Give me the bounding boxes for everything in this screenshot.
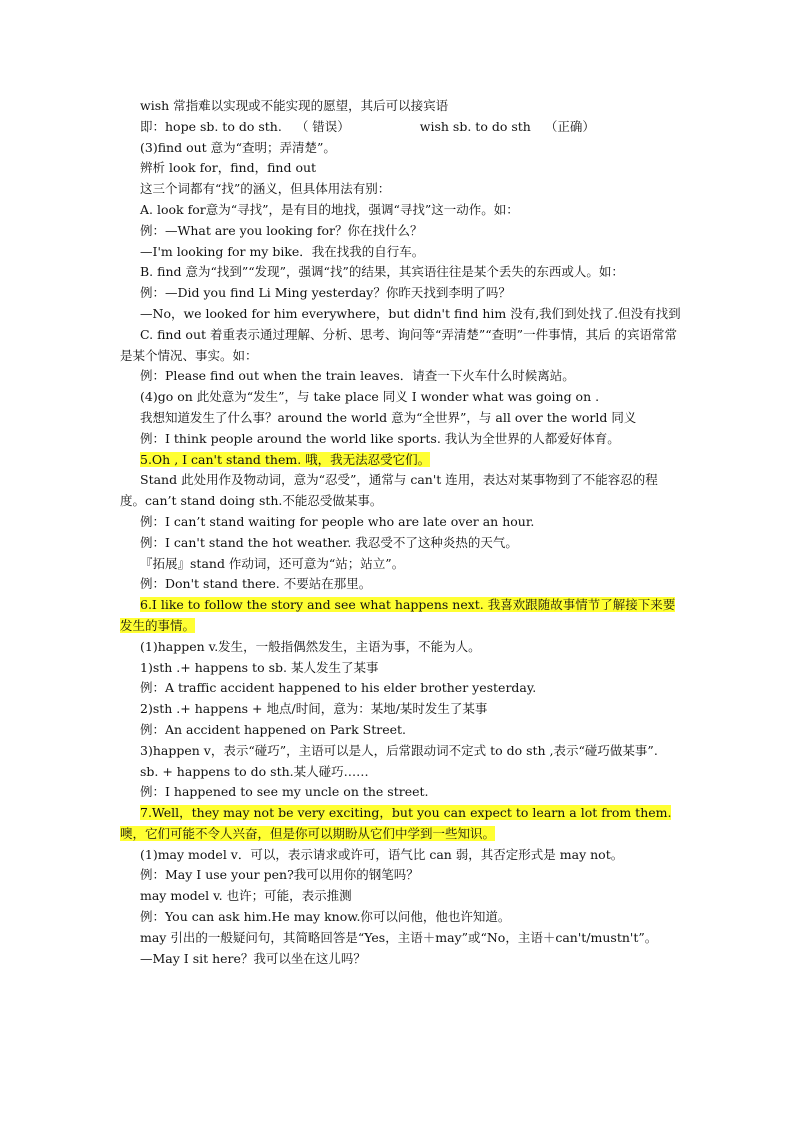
text-line: 这三个词都有“找”的涵义，但具体用法有别： [140, 181, 391, 197]
document-page [120, 96, 680, 969]
text-segment: 即：hope sb. to do sth. [140, 118, 282, 134]
text-line: 2)sth .+ happens + 地点/时间，意为：某地/某时发生了某事 [140, 701, 488, 717]
text-line: 例：An accident happened on Park Street. [140, 721, 407, 737]
text-line: 例：You can ask him.He may know.你可以问他，他也许知道。 [140, 909, 511, 925]
text-line: wish 常指难以实现或不能实现的愿望，其后可以接宾语 [140, 98, 449, 113]
text-paragraph: C. find out 着重表示通过理解、分析、思考、询问等“弄清楚”“查明”一件事情，其后 的宾语常常是某个情况、事实。如： [120, 326, 678, 363]
text-segment: （ 错误） [295, 118, 350, 134]
text-line: 1)sth .+ happens to sb. 某人发生了某事 [140, 659, 379, 675]
text-line: 例：—Did you find Li Ming yesterday？你昨天找到李明了吗？ [140, 285, 511, 301]
text-line: 例：Please find out when the train leaves．请查一下火车什么时候离站。 [140, 368, 575, 384]
text-line: 辨析 look for，find，find out [140, 160, 317, 176]
text-line [120, 117, 680, 138]
highlighted-heading [120, 803, 680, 845]
text-line: may 引出的一般疑问句，其简略回答是“Yes，主语＋may”或“No，主语＋can't/mustn't”。 [140, 929, 658, 945]
text-line: 例：I can't stand the hot weather. 我忍受不了这种炎热的天气。 [140, 534, 518, 550]
text-line: 例：I think people around the world like sports. 我认为全世界的人都爱好体育。 [140, 430, 620, 446]
text-segment: wish sb. to do sth [419, 118, 531, 134]
text-line: —I'm looking for my bike．我在找我的自行车。 [140, 243, 425, 259]
text-line: —No，we looked for him everywhere，but didn't find him 没有,我们到处找了.但没有找到 [140, 305, 681, 321]
text-line: (4)go on 此处意为“发生”，与 take place 同义 I wonder what was going on . [140, 389, 600, 405]
text-line: 例：—What are you looking for？你在找什么？ [140, 222, 423, 238]
text-line: (1)may model v．可以，表示请求或许可，语气比 can 弱，其否定形式是 may not。 [140, 846, 624, 862]
text-line: 例：May I use your pen?我可以用你的钢笔吗？ [140, 867, 419, 883]
text-line: 我想知道发生了什么事？around the world 意为“全世界”，与 all over the world 同义 [140, 409, 637, 425]
text-line: 例：A traffic accident happened to his elder brother yesterday. [140, 680, 537, 696]
highlighted-heading [120, 450, 680, 471]
text-line: —May I sit here？我可以坐在这儿吗？ [140, 950, 366, 966]
text-paragraph: B. find 意为“找到”“发现”，强调“找”的结果，其宾语往往是某个丢失的东西或人。如： [140, 264, 624, 280]
highlighted-text: 7.Well，they may not be very exciting，but you can expect to learn a lot from them.噢，它们可能不令人兴奋，但是你可以期盼从它们中学到一些知识。 [120, 805, 672, 841]
text-line: 例：I can’t stand waiting for people who are late over an hour. [140, 513, 535, 529]
text-line: 『拓展』stand 作动词，还可意为“站；站立”。 [140, 555, 405, 571]
text-line: 例：Don't stand there. 不要站在那里。 [140, 576, 372, 592]
text-line: (3)find out 意为“查明；弄清楚”。 [140, 139, 336, 155]
text-line: may model v. 也许；可能，表示推测 [140, 888, 352, 904]
highlighted-text: 5.Oh , I can't stand them. 哦，我无法忍受它们。 [140, 451, 431, 467]
text-line: (1)happen v.发生，一般指偶然发生，主语为事，不能为人。 [140, 638, 481, 654]
text-line: A. look for意为“寻找”，是有目的地找，强调“寻找”这一动作。如： [140, 201, 519, 217]
text-paragraph: 3)happen v，表示“碰巧”，主语可以是人，后常跟动词不定式 to do sth ,表示“碰巧做某事”. [140, 742, 658, 758]
highlighted-text: 6.I like to follow the story and see what happens next. 我喜欢跟随故事情节了解接下来要发生的事情。 [120, 597, 676, 633]
text-paragraph: Stand 此处用作及物动词，意为“忍受”，通常与 can't 连用，表达对某事物到了不能容忍的程度。can’t stand doing sth.不能忍受做某事。 [120, 472, 658, 509]
text-line: sb. + happens to do sth.某人碰巧…… [140, 763, 369, 779]
text-line: 例：I happened to see my uncle on the street. [140, 784, 429, 800]
text-segment: （正确） [544, 118, 595, 134]
highlighted-heading [120, 595, 680, 637]
